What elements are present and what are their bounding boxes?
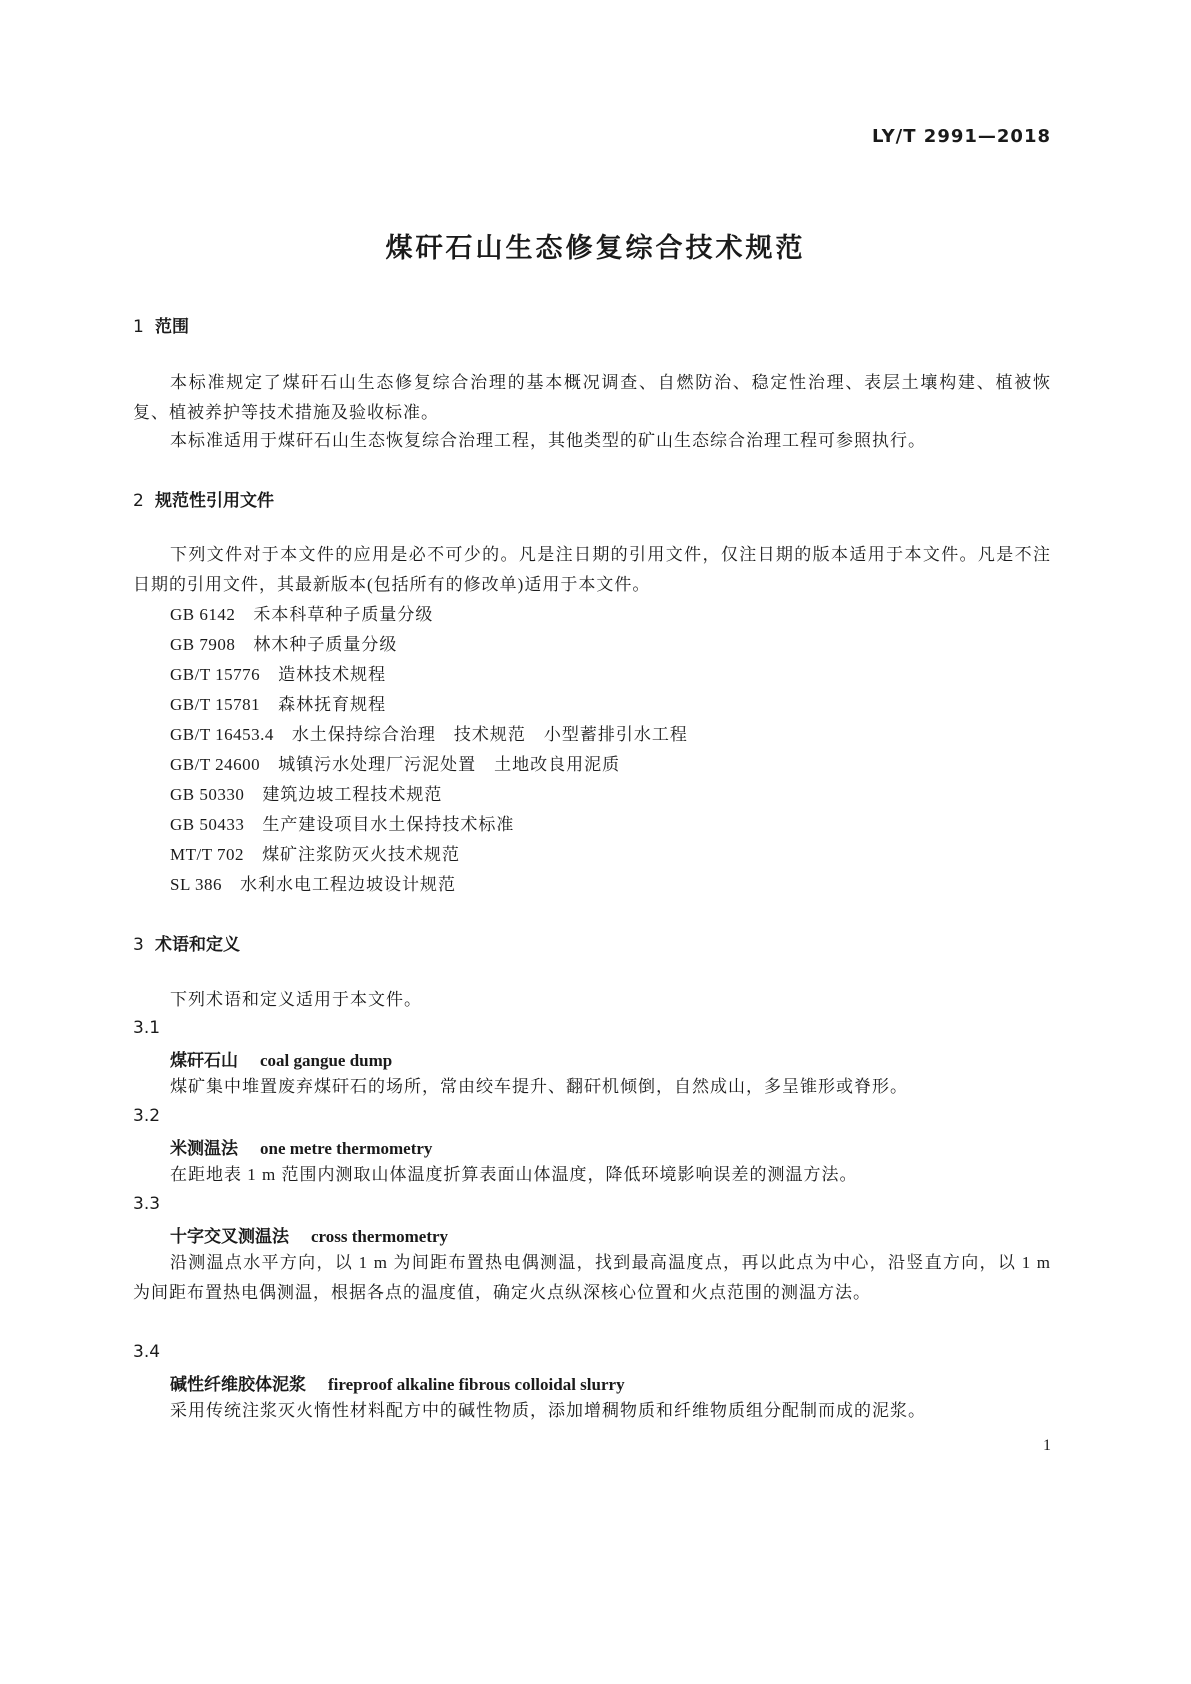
page-number: 1 [1043, 1437, 1051, 1454]
term-title: 十字交叉测温法 cross thermometry [170, 1227, 449, 1247]
list-item: GB/T 15776 造林技术规程 [170, 665, 387, 684]
list-item: GB/T 24600 城镇污水处理厂污泥处置 土地改良用泥质 [170, 755, 621, 774]
list-item: GB/T 16453.4 水土保持综合治理 技术规范 小型蓄排引水工程 [170, 725, 688, 744]
section-title: 规范性引用文件 [155, 491, 274, 511]
section-title: 范围 [155, 317, 189, 337]
section-heading-scope [133, 312, 189, 337]
list-item: GB 50433 生产建设项目水土保持技术标准 [170, 815, 515, 834]
term-definition: 沿测温点水平方向，以 1 m 为间距布置热电偶测温，找到最高温度点，再以此点为中心，沿竖直方向，以 1 m 为间距布置热电偶测温，根据各点的温度值，确定火点纵深核心位置和火点范围的测温方法。 [133, 1253, 1051, 1302]
terms-intro: 下列术语和定义适用于本文件。 [170, 990, 422, 1009]
section-heading-normative-references [133, 486, 274, 511]
list-item: SL 386 水利水电工程边坡设计规范 [170, 875, 456, 894]
list-item: GB 50330 建筑边坡工程技术规范 [170, 785, 443, 804]
term-number: 3.1 [133, 1018, 161, 1038]
reference-list [170, 600, 688, 900]
term-title: 米测温法 one metre thermometry [170, 1139, 433, 1159]
page-title: 煤矸石山生态修复综合技术规范 [385, 233, 806, 264]
term-definition: 在距地表 1 m 范围内测取山体温度折算表面山体温度，降低环境影响误差的测温方法。 [170, 1165, 858, 1184]
term-title: 碱性纤维胶体泥浆 fireproof alkaline fibrous colloidal slurry [170, 1375, 625, 1395]
list-item: GB 6142 禾本科草种子质量分级 [170, 605, 434, 624]
references-intro: 下列文件对于本文件的应用是必不可少的。凡是注日期的引用文件，仅注日期的版本适用于本文件。凡是不注日期的引用文件，其最新版本(包括所有的修改单)适用于本文件。 [133, 545, 1051, 594]
list-item: GB 7908 林木种子质量分级 [170, 635, 398, 654]
scope-paragraph-2: 本标准适用于煤矸石山生态恢复综合治理工程，其他类型的矿山生态综合治理工程可参照执行。 [170, 431, 926, 450]
term-definition: 采用传统注浆灭火惰性材料配方中的碱性物质，添加增稠物质和纤维物质组分配制而成的泥浆。 [170, 1401, 926, 1420]
section-number: 1 [133, 317, 144, 337]
term-number: 3.2 [133, 1106, 161, 1126]
doc-number: LY/T 2991—2018 [871, 126, 1051, 147]
section-heading-terms [133, 930, 240, 955]
section-number: 2 [133, 491, 144, 511]
section-number: 3 [133, 935, 144, 955]
term-number: 3.3 [133, 1194, 161, 1214]
term-number: 3.4 [133, 1342, 161, 1362]
section-title: 术语和定义 [155, 935, 240, 955]
scope-paragraph-1: 本标准规定了煤矸石山生态修复综合治理的基本概况调查、自燃防治、稳定性治理、表层土壤构建、植被恢复、植被养护等技术措施及验收标准。 [133, 373, 1051, 422]
list-item: MT/T 702 煤矿注浆防灭火技术规范 [170, 845, 461, 864]
term-title: 煤矸石山 coal gangue dump [170, 1051, 393, 1071]
list-item: GB/T 15781 森林抚育规程 [170, 695, 387, 714]
term-definition: 煤矿集中堆置废弃煤矸石的场所，常由绞车提升、翻矸机倾倒，自然成山，多呈锥形或脊形。 [170, 1077, 908, 1096]
